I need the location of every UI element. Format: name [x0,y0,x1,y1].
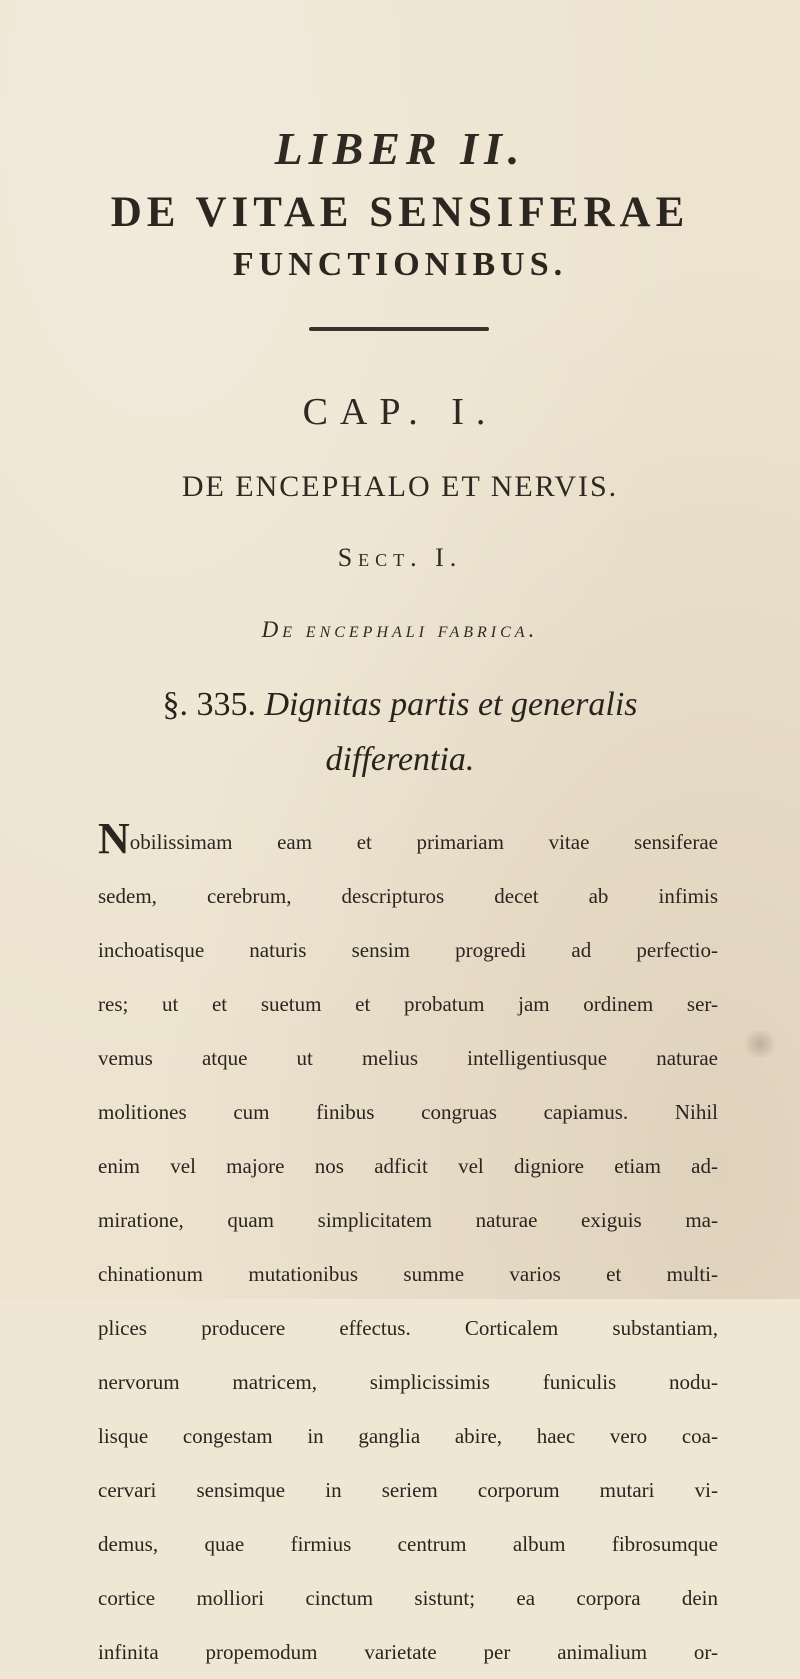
text-line: demus, quae firmius centrum album fibrosumque [98,1532,718,1556]
paper-smudge [742,1030,778,1058]
text-line: chinationum mutationibus summe varios et multi- [98,1262,718,1286]
text-line: infinita propemodum varietate per animalium or- [98,1640,718,1664]
divider-rule [309,327,489,331]
chapter-number: CAP. I. [302,391,498,433]
text-line: enim vel majore nos adficit vel digniore etiam ad- [98,1154,718,1178]
paragraph-number: §. 335. [162,686,256,723]
text-line: Nobilissimam eam et primariam vitae sensiferae [98,814,718,863]
text-line: sedem, cerebrum, descripturos decet ab infimis [98,884,718,908]
paragraph-heading-text: Dignitas partis et generalis [264,686,638,723]
paragraph-heading-line-1 [0,686,800,724]
book-title-line-1: DE VITAE SENSIFERAE [110,189,690,236]
text-line: res; ut et suetum et probatum jam ordinem ser- [98,992,718,1016]
text-line: cortice molliori cinctum sistunt; ea corpora dein [98,1586,718,1610]
section-number: Sect. I. [337,543,463,572]
paragraph-heading-line-2: differentia. [325,741,475,778]
chapter-title: DE ENCEPHALO ET NERVIS. [181,470,619,503]
text-line: molitiones cum finibus congruas capiamus. Nihil [98,1100,718,1124]
body-text [98,815,718,1679]
text-line: vemus atque ut melius intelligentiusque naturae [98,1046,718,1070]
text-line: miratione, quam simplicitatem naturae exiguis ma- [98,1208,718,1232]
book-title-line-2: FUNCTIONIBUS. [232,246,568,283]
section-title: De encephali fabrica. [261,617,539,642]
text-line: lisque congestam in ganglia abire, haec vero coa- [98,1424,718,1448]
text-line: cervari sensimque in seriem corporum mutari vi- [98,1478,718,1502]
drop-cap: N [98,814,130,863]
book-number: LIBER II. [274,123,526,174]
text-line: inchoatisque naturis sensim progredi ad perfectio- [98,938,718,962]
text-line: nervorum matricem, simplicissimis funiculis nodu- [98,1370,718,1394]
text-line: plices producere effectus. Corticalem substantiam, [98,1316,718,1340]
